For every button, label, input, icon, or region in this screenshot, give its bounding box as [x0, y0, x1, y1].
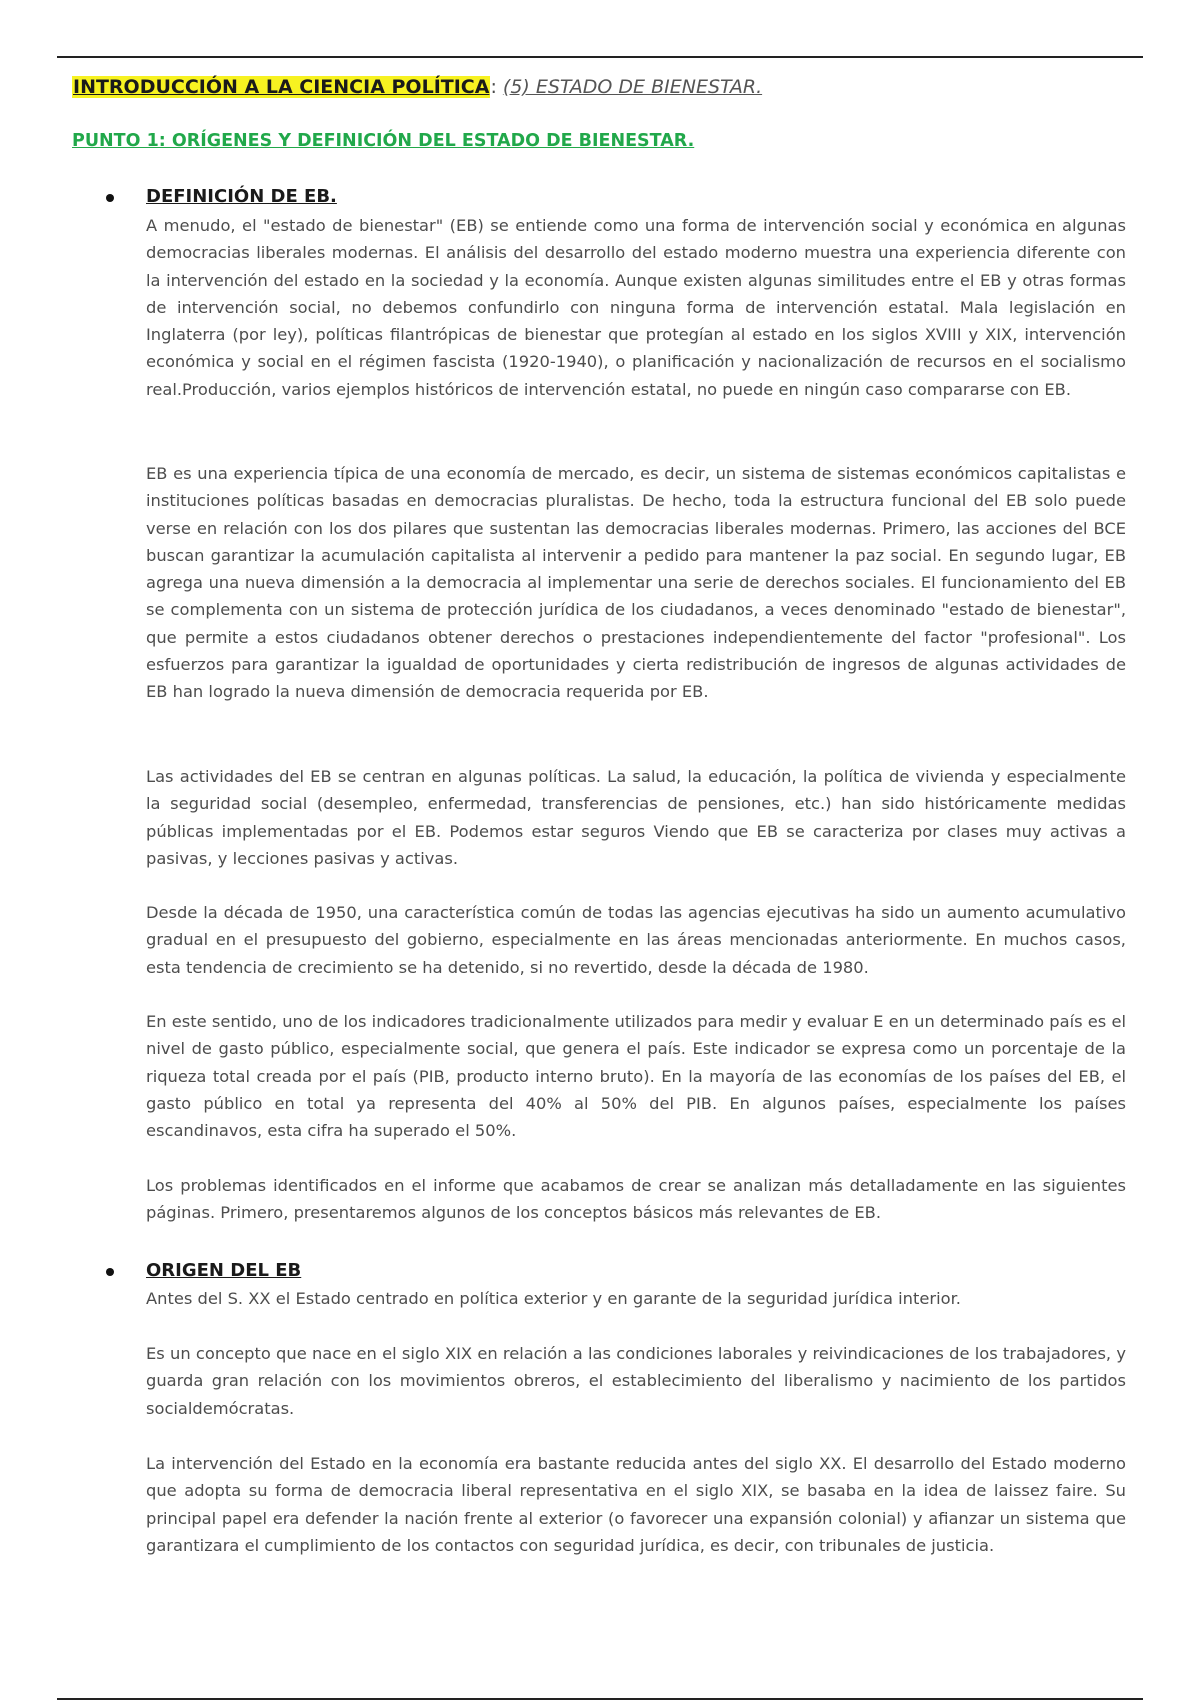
paragraph-origen-1: Antes del S. XX el Estado centrado en política exterior y en garante de la seguridad jurídica interior.: [146, 1289, 961, 1308]
paragraph-definicion-3: Las actividades del EB se centran en algunas políticas. La salud, la educación, la política de vivienda y especialmente la seguridad social (desempleo, enfermedad, transferencias de pensiones, etc.) han sido históricamente medidas públicas implementadas por el EB. Podemos estar seguros Viendo que EB se caracteriza por clases muy activas a pasivas, y lecciones pasivas y activas.: [146, 767, 1126, 868]
heading-definicion: DEFINICIÓN DE EB.: [146, 186, 337, 207]
heading-origen: ORIGEN DEL EB: [146, 1260, 302, 1281]
bullet-definicion: [106, 194, 114, 202]
page-title: [72, 74, 762, 100]
bullet-origen: [106, 1268, 114, 1276]
paragraph-definicion-2: EB es una experiencia típica de una economía de mercado, es decir, un sistema de sistemas económicos capitalistas e instituciones políticas basadas en democracias pluralistas. De hecho, toda la estructura funcional del EB solo puede verse en relación con los dos pilares que sustentan las democracias liberales modernas. Primero, las acciones del BCE buscan garantizar la acumulación capitalista al intervenir a pedido para mantener la paz social. En segundo lugar, EB agrega una nueva dimensión a la democracia al implementar una serie de derechos sociales. El funcionamiento del EB se complementa con un sistema de protección jurídica de los ciudadanos, a veces denominado "estado de bienestar", que permite a estos ciudadanos obtener derechos o prestaciones independientemente del factor "profesional". Los esfuerzos para garantizar la igualdad de oportunidades y cierta redistribución de ingresos de algunas actividades de EB han logrado la nueva dimensión de democracia requerida por EB.: [146, 464, 1126, 702]
top-rule: [57, 56, 1143, 58]
paragraph-definicion-6: Los problemas identificados en el informe que acabamos de crear se analizan más detalladamente en las siguientes páginas. Primero, presentaremos algunos de los conceptos básicos más relevantes de EB.: [146, 1176, 1126, 1223]
paragraph-definicion-4: Desde la década de 1950, una característica común de todas las agencias ejecutivas ha sido un aumento acumulativo gradual en el presupuesto del gobierno, especialmente en las áreas mencionadas anteriormente. En muchos casos, esta tendencia de crecimiento se ha detenido, si no revertido, desde la década de 1980.: [146, 903, 1126, 977]
title-separator: :: [490, 76, 503, 98]
paragraph-origen-3: La intervención del Estado en la economía era bastante reducida antes del siglo XX. El desarrollo del Estado moderno que adopta su forma de democracia liberal representativa en el siglo XIX, se basaba en la idea de laissez faire. Su principal papel era defender la nación frente al exterior (o favorecer una expansión colonial) y afianzar un sistema que garantizara el cumplimiento de los contactos con seguridad jurídica, es decir, con tribunales de justicia.: [146, 1454, 1126, 1555]
paragraph-origen-2: Es un concepto que nace en el siglo XIX en relación a las condiciones laborales y reivindicaciones de los trabajadores, y guarda gran relación con los movimientos obreros, el establecimiento del liberalismo y nacimiento de los partidos socialdemócratas.: [146, 1344, 1126, 1418]
bottom-rule: [57, 1698, 1143, 1700]
paragraph-definicion-1: A menudo, el "estado de bienestar" (EB) se entiende como una forma de intervención social y económica en algunas democracias liberales modernas. El análisis del desarrollo del estado moderno muestra una experiencia diferente con la intervención del estado en la sociedad y la economía. Aunque existen algunas similitudes entre el EB y otras formas de intervención social, no debemos confundirlo con ninguna forma de intervención estatal. Mala legislación en Inglaterra (por ley), políticas filantrópicas de bienestar que protegían al estado en los siglos XVIII y XIX, intervención económica y social en el régimen fascista (1920-1940), o planificación y nacionalización de recursos en el socialismo real.Producción, varios ejemplos históricos de intervención estatal, no puede en ningún caso compararse con EB.: [146, 216, 1126, 399]
course-title: INTRODUCCIÓN A LA CIENCIA POLÍTICA: [73, 76, 490, 98]
section-title-punto-1: PUNTO 1: ORÍGENES Y DEFINICIÓN DEL ESTADO DE BIENESTAR.: [72, 131, 695, 151]
unit-title: (5) ESTADO DE BIENESTAR.: [502, 76, 763, 98]
paragraph-definicion-5: En este sentido, uno de los indicadores tradicionalmente utilizados para medir y evaluar E en un determinado país es el nivel de gasto público, especialmente social, que genera el país. Este indicador se expresa como un porcentaje de la riqueza total creada por el país (PIB, producto interno bruto). En la mayoría de las economías de los países del EB, el gasto público en total ya representa del 40% al 50% del PIB. En algunos países, especialmente los países escandinavos, esta cifra ha superado el 50%.: [146, 1012, 1126, 1141]
